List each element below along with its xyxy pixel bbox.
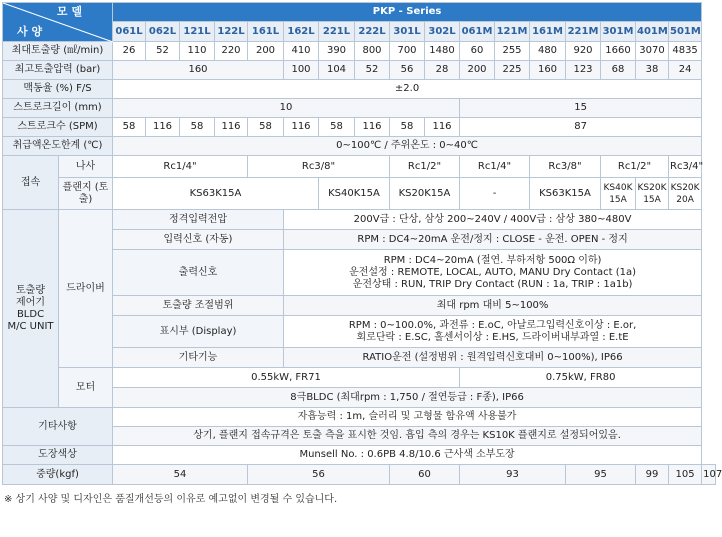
value-cell: 390 bbox=[319, 42, 355, 61]
paint-row bbox=[3, 446, 716, 465]
row-label: 중량(kgf) bbox=[3, 465, 113, 485]
value-cell: 410 bbox=[284, 42, 319, 61]
value-cell: 87 bbox=[460, 118, 702, 137]
value-cell: 58 bbox=[180, 118, 215, 137]
value-cell: KS63K15A bbox=[530, 178, 601, 210]
row-label: 도장색상 bbox=[3, 446, 113, 465]
value-cell: 58 bbox=[319, 118, 355, 137]
value-cell: RPM : DC4~20mA 운전/정지 : CLOSE - 운전. OPEN - 정지 bbox=[284, 230, 702, 250]
value-cell: 8극BLDC (최대rpm : 1,750 / 절연등급 : F종), IP66 bbox=[113, 388, 702, 408]
value-cell: 자흡능력 : 1m, 슬러리 및 고형물 함유액 사용불가 bbox=[113, 408, 702, 427]
value-cell: 60 bbox=[390, 465, 460, 485]
value-cell: 56 bbox=[248, 465, 390, 485]
row-label: 스트로크수 (SPM) bbox=[3, 118, 113, 137]
cell-line: 회로단락 : E.SC, 홀센서이상 : E.HS, 드라이버내부과열 : E.tE bbox=[356, 331, 629, 343]
cell-line: 운전설정 : REMOTE, LOCAL, AUTO, MANU Dry Contact (1a) bbox=[349, 266, 637, 278]
value-cell bbox=[284, 316, 702, 348]
spec-header: 사 양 bbox=[17, 25, 43, 38]
temperature-row bbox=[3, 137, 716, 156]
value-cell: 104 bbox=[319, 61, 355, 80]
value-cell: 160 bbox=[113, 61, 284, 80]
value-cell: KS20K15A bbox=[390, 178, 460, 210]
value-cell: 116 bbox=[355, 118, 390, 137]
cell-line: 15A bbox=[609, 194, 627, 205]
value-cell: 160 bbox=[530, 61, 566, 80]
value-cell: 58 bbox=[248, 118, 284, 137]
model-cell: 301M bbox=[601, 22, 636, 42]
value-cell: 116 bbox=[425, 118, 460, 137]
value-cell bbox=[669, 178, 702, 210]
value-cell: 54 bbox=[113, 465, 248, 485]
value-cell: Rc3/8" bbox=[530, 156, 601, 178]
pulsation-row bbox=[3, 80, 716, 99]
value-cell: 220 bbox=[215, 42, 248, 61]
value-cell: 225 bbox=[495, 61, 530, 80]
model-cell: 222L bbox=[355, 22, 390, 42]
connection-label: 접속 bbox=[3, 156, 59, 210]
value-cell: 123 bbox=[566, 61, 601, 80]
row-sublabel: 플랜지 (토출) bbox=[59, 178, 113, 210]
model-cell: 162L bbox=[284, 22, 319, 42]
model-cell: 301L bbox=[390, 22, 425, 42]
driver-label: 드라이버 bbox=[59, 210, 113, 368]
cell-line: 운전상태 : RUN, TRIP Dry Contact (RUN : 1a, TRIP : 1a1b) bbox=[352, 278, 633, 290]
value-cell: 255 bbox=[495, 42, 530, 61]
corner-header bbox=[3, 3, 113, 42]
value-cell: KS63K15A bbox=[113, 178, 319, 210]
value-cell: 58 bbox=[390, 118, 425, 137]
model-cell: 501M bbox=[669, 22, 702, 42]
cell-line: KS40K bbox=[603, 182, 633, 193]
cell-line: KS20K bbox=[670, 182, 700, 193]
row-sublabel: 나사 bbox=[59, 156, 113, 178]
row-label: 스트로크길이 (mm) bbox=[3, 99, 113, 118]
value-cell: 4835 bbox=[669, 42, 702, 61]
value-cell: 200 bbox=[460, 61, 495, 80]
value-cell: 116 bbox=[215, 118, 248, 137]
controller-row bbox=[3, 210, 716, 230]
value-cell: 480 bbox=[530, 42, 566, 61]
cell-line: KS20K bbox=[637, 182, 667, 193]
cell-line: M/C UNIT bbox=[7, 320, 54, 332]
model-cell: 122L bbox=[215, 22, 248, 42]
value-cell: KS40K15A bbox=[319, 178, 390, 210]
value-cell: 200V급 : 단상, 삼상 200~240V / 400V급 : 삼상 380~480V bbox=[284, 210, 702, 230]
value-cell: ±2.0 bbox=[113, 80, 702, 99]
cell-line: RPM : 0~100.0%, 과전류 : E.oC, 아날로그입력신호이상 : E.or, bbox=[348, 319, 637, 331]
flange-row bbox=[3, 178, 716, 210]
value-cell: 110 bbox=[180, 42, 215, 61]
value-cell: 56 bbox=[390, 61, 425, 80]
spec-table bbox=[2, 2, 722, 485]
row-sublabel: 입력신호 (자동) bbox=[113, 230, 284, 250]
value-cell: 700 bbox=[390, 42, 425, 61]
value-cell: 상기, 플랜지 접속규격은 토출 측을 표시한 것임. 흡입 측의 경우는 KS10K 플랜지로 설정되어있음. bbox=[113, 427, 702, 446]
row-label: 최대토출량 (㎖/min) bbox=[3, 42, 113, 61]
value-cell: - bbox=[460, 178, 530, 210]
value-cell: 800 bbox=[355, 42, 390, 61]
value-cell: Rc1/4" bbox=[113, 156, 248, 178]
max-pressure-row bbox=[3, 61, 716, 80]
value-cell: 100 bbox=[284, 61, 319, 80]
model-cell: 161M bbox=[530, 22, 566, 42]
value-cell: 116 bbox=[284, 118, 319, 137]
cell-line: RPM : DC4~20mA (절연. 부하저항 500Ω 이하) bbox=[383, 254, 602, 266]
weight-row bbox=[3, 465, 716, 485]
value-cell: 24 bbox=[669, 61, 702, 80]
value-cell: Rc1/4" bbox=[460, 156, 530, 178]
row-sublabel: 출력신호 bbox=[113, 250, 284, 296]
model-cell: 061L bbox=[113, 22, 146, 42]
row-sublabel: 표시부 (Display) bbox=[113, 316, 284, 348]
model-cell: 061M bbox=[460, 22, 495, 42]
value-cell bbox=[636, 178, 669, 210]
value-cell: Munsell No. : 0.6PB 4.8/10.6 근사색 소부도장 bbox=[113, 446, 702, 465]
row-sublabel: 정격입력전압 bbox=[113, 210, 284, 230]
row-sublabel: 토출량 조절범위 bbox=[113, 296, 284, 316]
value-cell: 52 bbox=[355, 61, 390, 80]
value-cell: 200 bbox=[248, 42, 284, 61]
value-cell: 58 bbox=[113, 118, 146, 137]
value-cell: 1660 bbox=[601, 42, 636, 61]
value-cell: 1480 bbox=[425, 42, 460, 61]
model-cell: 121M bbox=[495, 22, 530, 42]
footnote: ※ 상기 사양 및 디자인은 품질개선등의 이유로 예고없이 변경될 수 있습니다. bbox=[4, 494, 338, 505]
model-cell: 121L bbox=[180, 22, 215, 42]
value-cell bbox=[601, 178, 636, 210]
value-cell: 60 bbox=[460, 42, 495, 61]
value-cell: 38 bbox=[636, 61, 669, 80]
value-cell: 28 bbox=[425, 61, 460, 80]
value-cell: Rc1/2" bbox=[390, 156, 460, 178]
value-cell bbox=[284, 250, 702, 296]
model-cell: 401M bbox=[636, 22, 669, 42]
max-flow-row bbox=[3, 42, 716, 61]
value-cell: 최대 rpm 대비 5~100% bbox=[284, 296, 702, 316]
series-title: PKP - Series bbox=[113, 3, 702, 22]
motor-row bbox=[3, 368, 716, 388]
value-cell: 26 bbox=[113, 42, 146, 61]
value-cell: 15 bbox=[460, 99, 702, 118]
controller-label bbox=[3, 210, 59, 408]
value-cell: 920 bbox=[566, 42, 601, 61]
model-cell: 221L bbox=[319, 22, 355, 42]
etc-row bbox=[3, 408, 716, 427]
value-cell: Rc1/2" bbox=[601, 156, 669, 178]
value-cell: 10 bbox=[113, 99, 460, 118]
cell-line: 토출량 bbox=[16, 284, 45, 296]
value-cell: 107 bbox=[702, 465, 716, 485]
cell-line: BLDC bbox=[16, 308, 45, 320]
value-cell: Rc3/4" bbox=[669, 156, 702, 178]
cell-line: 15A bbox=[643, 194, 661, 205]
value-cell: 52 bbox=[146, 42, 180, 61]
cell-line: 제어기 bbox=[16, 296, 45, 308]
motor-label: 모터 bbox=[59, 368, 113, 408]
stroke-count-row bbox=[3, 118, 716, 137]
value-cell: 95 bbox=[566, 465, 636, 485]
model-cell: 221M bbox=[566, 22, 601, 42]
value-cell: 0.55kW, FR71 bbox=[113, 368, 460, 388]
row-sublabel: 기타기능 bbox=[113, 348, 284, 368]
row-label: 맥동율 (%) F/S bbox=[3, 80, 113, 99]
row-label: 기타사항 bbox=[3, 408, 113, 446]
value-cell: Rc3/8" bbox=[248, 156, 390, 178]
row-label: 취급액온도한계 (℃) bbox=[3, 137, 113, 156]
value-cell: 93 bbox=[460, 465, 566, 485]
value-cell: 3070 bbox=[636, 42, 669, 61]
screw-row bbox=[3, 156, 716, 178]
value-cell: 105 bbox=[669, 465, 702, 485]
model-cell: 062L bbox=[146, 22, 180, 42]
value-cell: 0~100℃ / 주위온도 : 0~40℃ bbox=[113, 137, 702, 156]
row-label: 최고토출압력 (bar) bbox=[3, 61, 113, 80]
model-cell: 302L bbox=[425, 22, 460, 42]
value-cell: 0.75kW, FR80 bbox=[460, 368, 702, 388]
model-cell: 161L bbox=[248, 22, 284, 42]
value-cell: 99 bbox=[636, 465, 669, 485]
cell-line: 20A bbox=[676, 194, 694, 205]
value-cell: 116 bbox=[146, 118, 180, 137]
value-cell: RATIO운전 (설정범위 : 원격입력신호대비 0~100%), IP66 bbox=[284, 348, 702, 368]
value-cell: 68 bbox=[601, 61, 636, 80]
stroke-length-row bbox=[3, 99, 716, 118]
model-header: 모 델 bbox=[56, 5, 82, 18]
